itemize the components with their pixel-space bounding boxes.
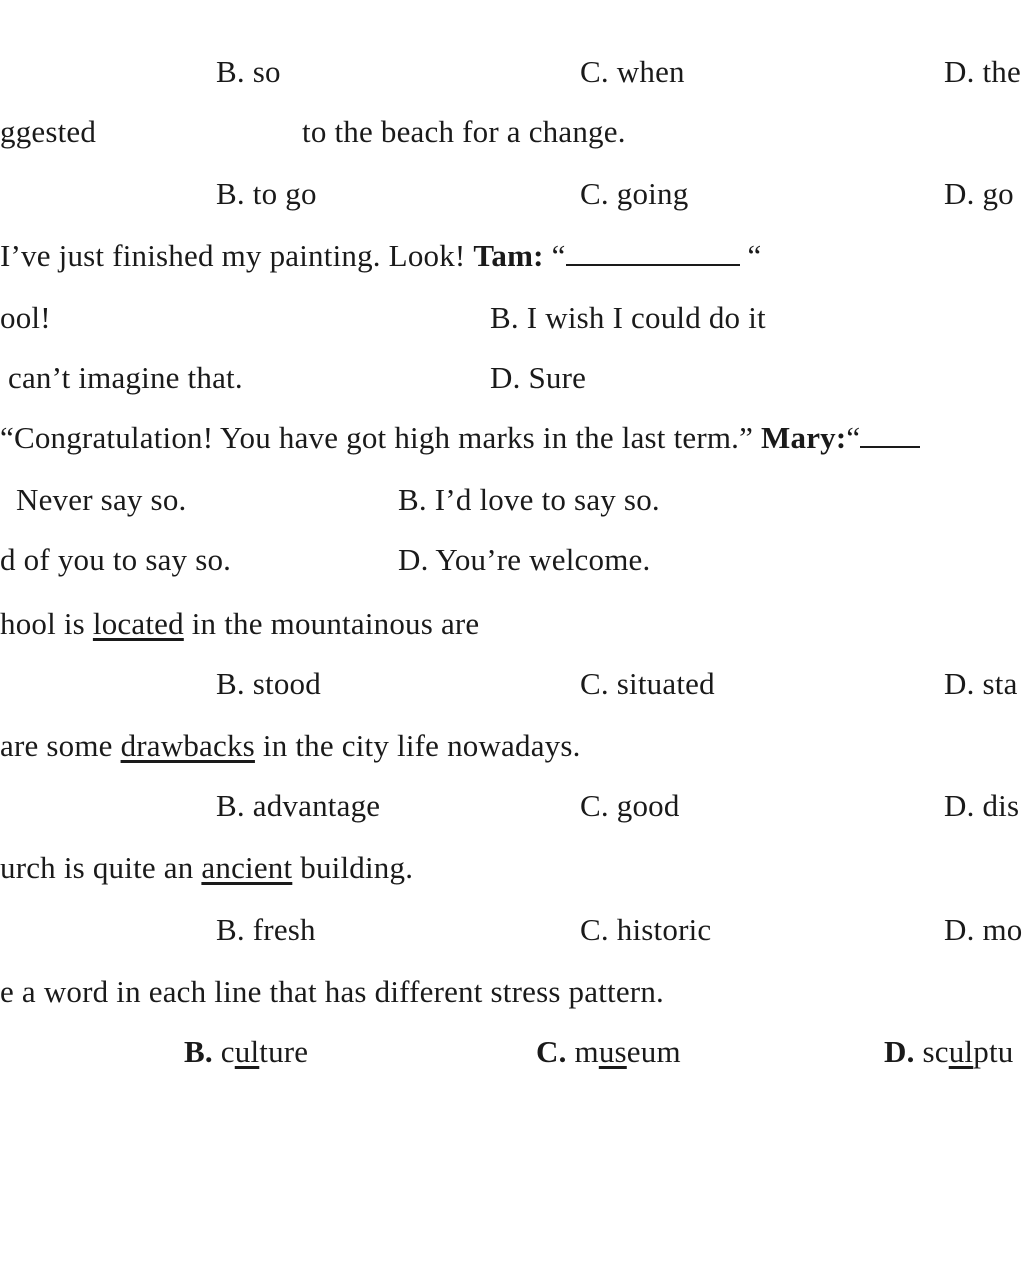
option-d [884, 1032, 1013, 1072]
word-part: eum [626, 1034, 681, 1069]
underlined-keyword: ancient [201, 850, 293, 885]
stem-part: I’ve just finished my painting. Look! [0, 238, 474, 273]
option-c-text: d of you to say so. [0, 542, 232, 577]
option-b-text: B. fresh [216, 912, 316, 947]
underlined-keyword: drawbacks [120, 728, 255, 763]
option-b [216, 664, 321, 704]
option-c [8, 358, 243, 398]
option-d-text: D. the [944, 54, 1021, 89]
stem-part: building. [292, 850, 414, 885]
option-c [580, 786, 680, 826]
option-a [0, 298, 51, 338]
option-d-text: D. Sure [490, 360, 587, 395]
option-b-text: B. so [216, 54, 281, 89]
option-d [944, 786, 1019, 826]
option-c [580, 174, 688, 214]
quote-mark: “ [846, 420, 861, 455]
option-d-text: D. sta [944, 666, 1018, 701]
option-d-text: D. go [944, 176, 1014, 211]
option-a-text: Never say so. [16, 482, 187, 517]
answer-blank [860, 420, 920, 448]
underlined-syllable: ul [948, 1034, 974, 1069]
option-d [944, 910, 1023, 950]
option-b [216, 910, 316, 950]
option-letter: B. [184, 1034, 213, 1069]
question-stem [0, 112, 96, 152]
underlined-syllable: us [598, 1034, 627, 1069]
speaker-label: Tam: [473, 238, 544, 273]
option-c [580, 664, 715, 704]
instruction-text: e a word in each line that has different stress pattern. [0, 974, 664, 1009]
quote-mark: “ [739, 238, 762, 273]
stem-part: ggested [0, 114, 97, 149]
question-stem [0, 604, 479, 644]
stem-part: to the beach for a change. [302, 114, 626, 149]
option-b [398, 480, 660, 520]
stem-part: urch is quite an [0, 850, 202, 885]
option-d-text: D. mo [944, 912, 1023, 947]
option-d [944, 664, 1018, 704]
question-stem [0, 418, 920, 458]
option-d [490, 358, 586, 398]
underlined-syllable: ul [234, 1034, 260, 1069]
question-stem [302, 112, 626, 152]
underlined-keyword: located [92, 606, 184, 641]
option-d [944, 174, 1014, 214]
speaker-label: Mary: [761, 420, 847, 455]
stem-part: are some [0, 728, 121, 763]
option-b [216, 174, 317, 214]
section-instruction [0, 972, 664, 1012]
option-letter: C. [536, 1034, 567, 1069]
option-b [184, 1032, 308, 1072]
option-b-text: B. advantage [216, 788, 381, 823]
option-c-text: C. situated [580, 666, 715, 701]
option-c-text: C. when [580, 54, 685, 89]
word-part: c [212, 1034, 235, 1069]
option-a-text: ool! [0, 300, 51, 335]
stem-part: “Congratulation! You have got high marks in the last term.” [0, 420, 762, 455]
word-part: ptu [973, 1034, 1014, 1069]
option-d-text: D. dis [944, 788, 1020, 823]
stem-part: hool is [0, 606, 93, 641]
quote-mark: “ [543, 238, 566, 273]
option-d [398, 540, 650, 580]
option-c [0, 540, 231, 580]
option-c-text: C. good [580, 788, 680, 823]
option-c [580, 910, 711, 950]
option-c-text: C. historic [580, 912, 712, 947]
option-b-text: B. to go [216, 176, 317, 211]
option-b-text: B. stood [216, 666, 321, 701]
question-stem [0, 848, 413, 888]
question-stem [0, 726, 581, 766]
option-a [16, 480, 186, 520]
word-part: sc [914, 1034, 949, 1069]
option-b [216, 786, 380, 826]
option-b [216, 52, 281, 92]
option-b-text: B. I wish I could do it [490, 300, 766, 335]
option-c-text: C. going [580, 176, 689, 211]
option-c [536, 1032, 681, 1072]
stem-part: in the mountainous are [183, 606, 480, 641]
stem-part: in the city life nowadays. [254, 728, 581, 763]
option-d [944, 52, 1021, 92]
word-part: ture [259, 1034, 309, 1069]
option-d-text: D. You’re welcome. [398, 542, 651, 577]
option-letter: D. [884, 1034, 915, 1069]
option-c [580, 52, 685, 92]
option-c-text: can’t imagine that. [8, 360, 243, 395]
option-b [490, 298, 766, 338]
question-stem [0, 236, 762, 276]
answer-blank [566, 238, 740, 266]
word-part: m [566, 1034, 599, 1069]
option-b-text: B. I’d love to say so. [398, 482, 660, 517]
